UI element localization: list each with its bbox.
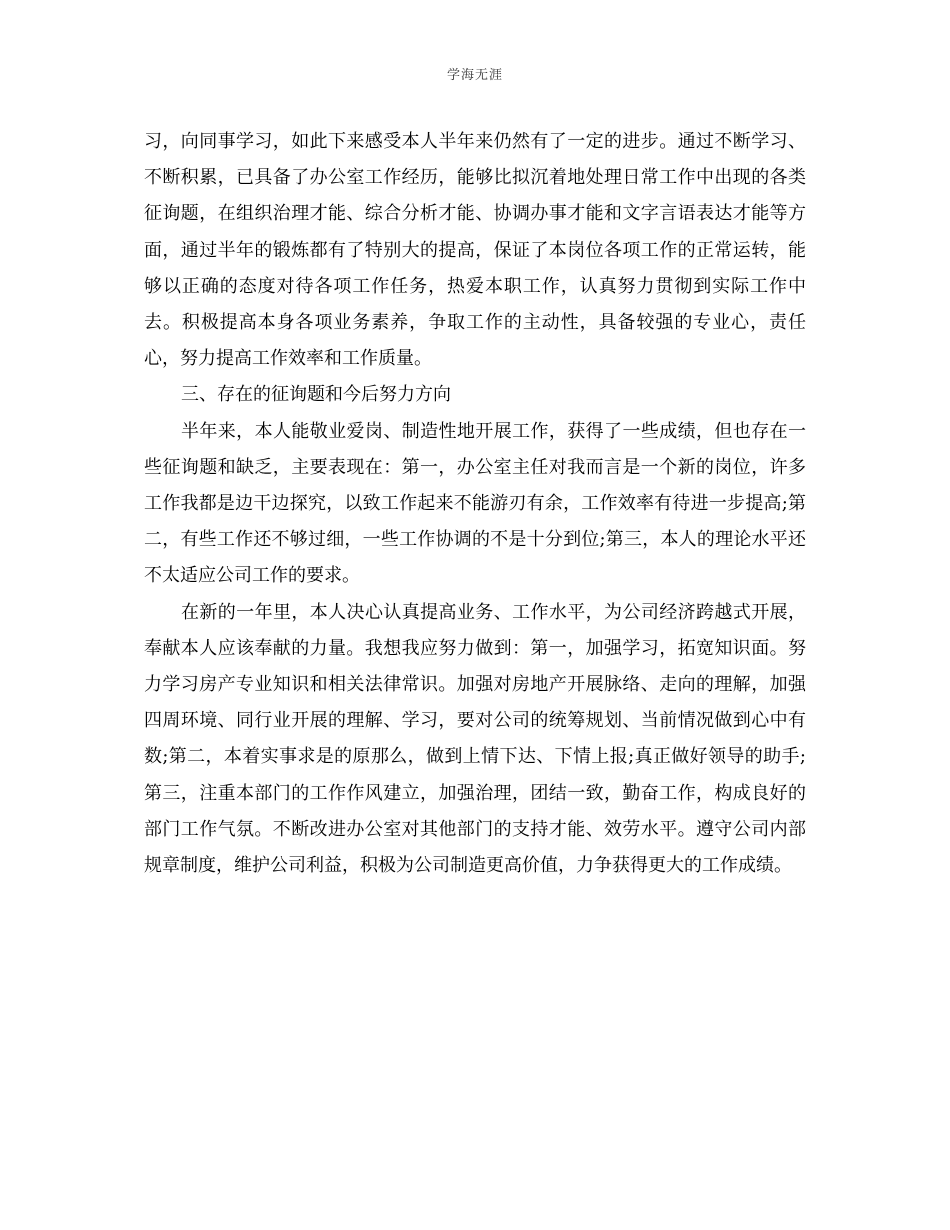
page-header: 学海无涯 <box>446 68 503 83</box>
paragraph-continuation: 习，向同事学习，如此下来感受本人半年来仍然有了一定的进步。通过不断学习、不断积累，已具备了办公室工作经历，能够比拟沉着地处理日常工作中出现的各类征询题，在组织治理才能、综合分析才能、协调办事才能和文字言语表达才能等方面，通过半年的锻炼都有了特别大的提高，保证了本岗位各项工作的正常运转，能够以正确的态度对待各项工作任务，热爱本职工作，认真努力贯彻到实际工作中去。积极提高本身各项业务素养，争取工作的主动性，具备较强的专业心，责任心，努力提高工作效率和工作质量。 <box>144 131 806 370</box>
section-heading: 三、存在的征询题和今后努力方向 <box>181 384 451 406</box>
document-body <box>144 124 806 884</box>
paragraph-problems: 半年来，本人能敬业爱岗、制造性地开展工作，获得了一些成绩，但也存在一些征询题和缺乏，主要表现在：第一，办公室主任对我而言是一个新的岗位，许多工作我都是边干边探究，以致工作起来不能游刃有余，工作效率有待进一步提高;第二，有些工作还不够过细，一些工作协调的不是十分到位;第三，本人的理论水平还不太适应公司工作的要求。 <box>144 420 806 587</box>
paragraph-plans: 在新的一年里，本人决心认真提高业务、工作水平，为公司经济跨越式开展，奉献本人应该奉献的力量。我想我应努力做到：第一，加强学习，拓宽知识面。努力学习房产专业知识和相关法律常识。加强对房地产开展脉络、走向的理解，加强四周环境、同行业开展的理解、学习，要对公司的统筹规划、当前情况做到心中有数;第二，本着实事求是的原那么，做到上情下达、下情上报;真正做好领导的助手;第三，注重本部门的工作作风建立，加强治理，团结一致，勤奋工作，构成良好的部门工作气氛。不断改进办公室对其他部门的支持才能、效劳水平。遵守公司内部规章制度，维护公司利益，积极为公司制造更高价值，力争获得更大的工作成绩。 <box>144 601 806 877</box>
